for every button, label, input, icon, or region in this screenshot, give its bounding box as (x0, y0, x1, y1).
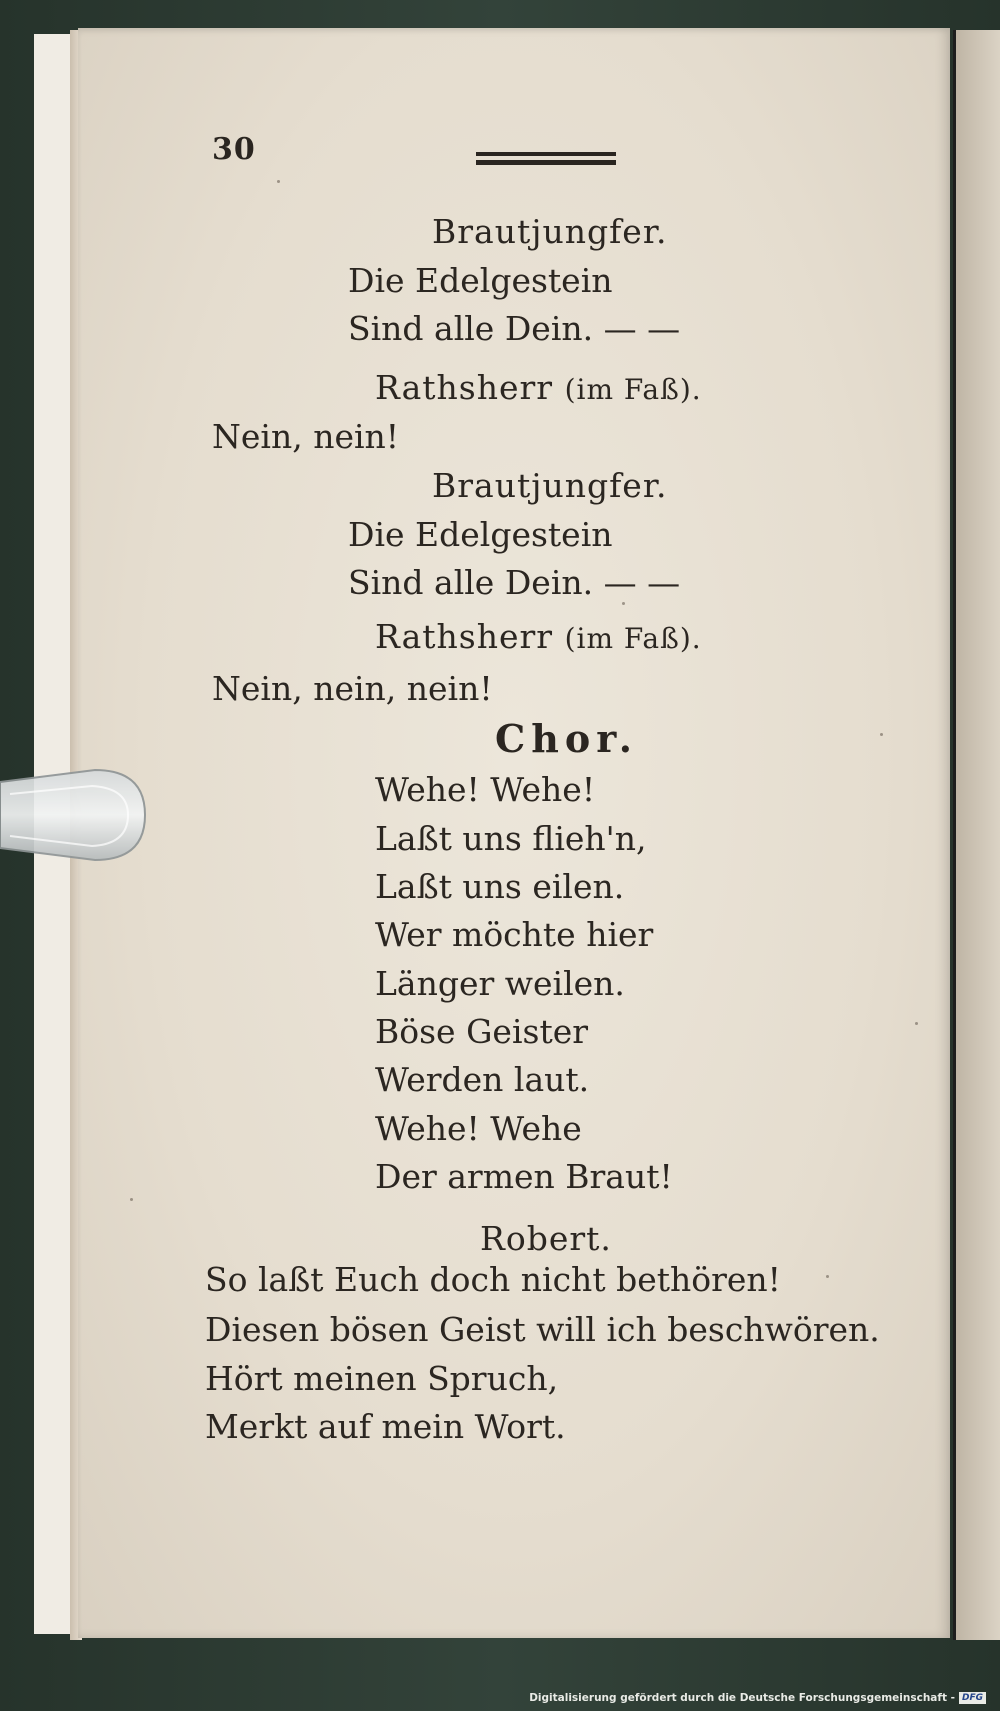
speaker-heading (375, 617, 702, 656)
paper-speck (915, 1022, 918, 1025)
paper-speck (622, 602, 625, 605)
rule-bar-top (476, 152, 616, 156)
verse-line: Wehe! Wehe! (375, 770, 596, 809)
verse-line: Merkt auf mein Wort. (205, 1407, 566, 1446)
verse-line: Hört meinen Spruch, (205, 1359, 559, 1398)
credit-text: Digitalisierung gefördert durch die Deutsche Forschungsgemeinschaft - (529, 1692, 955, 1704)
dfg-logo-icon: DFG (959, 1692, 986, 1704)
verse-line: Wehe! Wehe (375, 1109, 582, 1148)
verse-line: Länger weilen. (375, 964, 625, 1003)
rule-bar-bottom (476, 160, 616, 165)
adjacent-page-edge (953, 30, 1000, 1640)
speaker-name: Rathsherr (375, 617, 554, 656)
paper-speck (277, 180, 280, 183)
book-clip-icon (0, 760, 148, 870)
verse-line: Werden laut. (375, 1060, 590, 1099)
verse-line: Laßt uns flieh'n, (375, 819, 647, 858)
header-double-rule (476, 152, 616, 172)
verse-line: Wer möchte hier (375, 915, 654, 954)
paper-speck (130, 1198, 133, 1201)
verse-line: Nein, nein! (212, 417, 400, 456)
speaker-name: Rathsherr (375, 368, 554, 407)
speaker-heading: Brautjungfer. (432, 212, 668, 251)
verse-line: Der armen Braut! (375, 1157, 673, 1196)
speaker-heading: Robert. (480, 1219, 612, 1258)
verse-line: Laßt uns eilen. (375, 867, 625, 906)
speaker-heading (375, 368, 702, 407)
stage-direction: (im Faß). (564, 622, 702, 655)
verse-line: Die Edelgestein (348, 261, 613, 300)
stage-direction: (im Faß). (564, 373, 702, 406)
page-number: 30 (212, 132, 256, 167)
speaker-heading: Chor. (495, 716, 638, 761)
verse-line: Böse Geister (375, 1012, 589, 1051)
verse-line: Nein, nein, nein! (212, 669, 493, 708)
paper-speck (880, 733, 883, 736)
digitization-credit (529, 1689, 986, 1707)
verse-line: Die Edelgestein (348, 515, 613, 554)
verse-line: So laßt Euch doch nicht bethören! (205, 1260, 781, 1299)
verse-line: Diesen bösen Geist will ich beschwören. (205, 1310, 880, 1349)
verse-line: Sind alle Dein. — — (348, 563, 681, 602)
verse-line: Sind alle Dein. — — (348, 309, 681, 348)
speaker-heading: Brautjungfer. (432, 466, 668, 505)
paper-speck (826, 1275, 829, 1278)
